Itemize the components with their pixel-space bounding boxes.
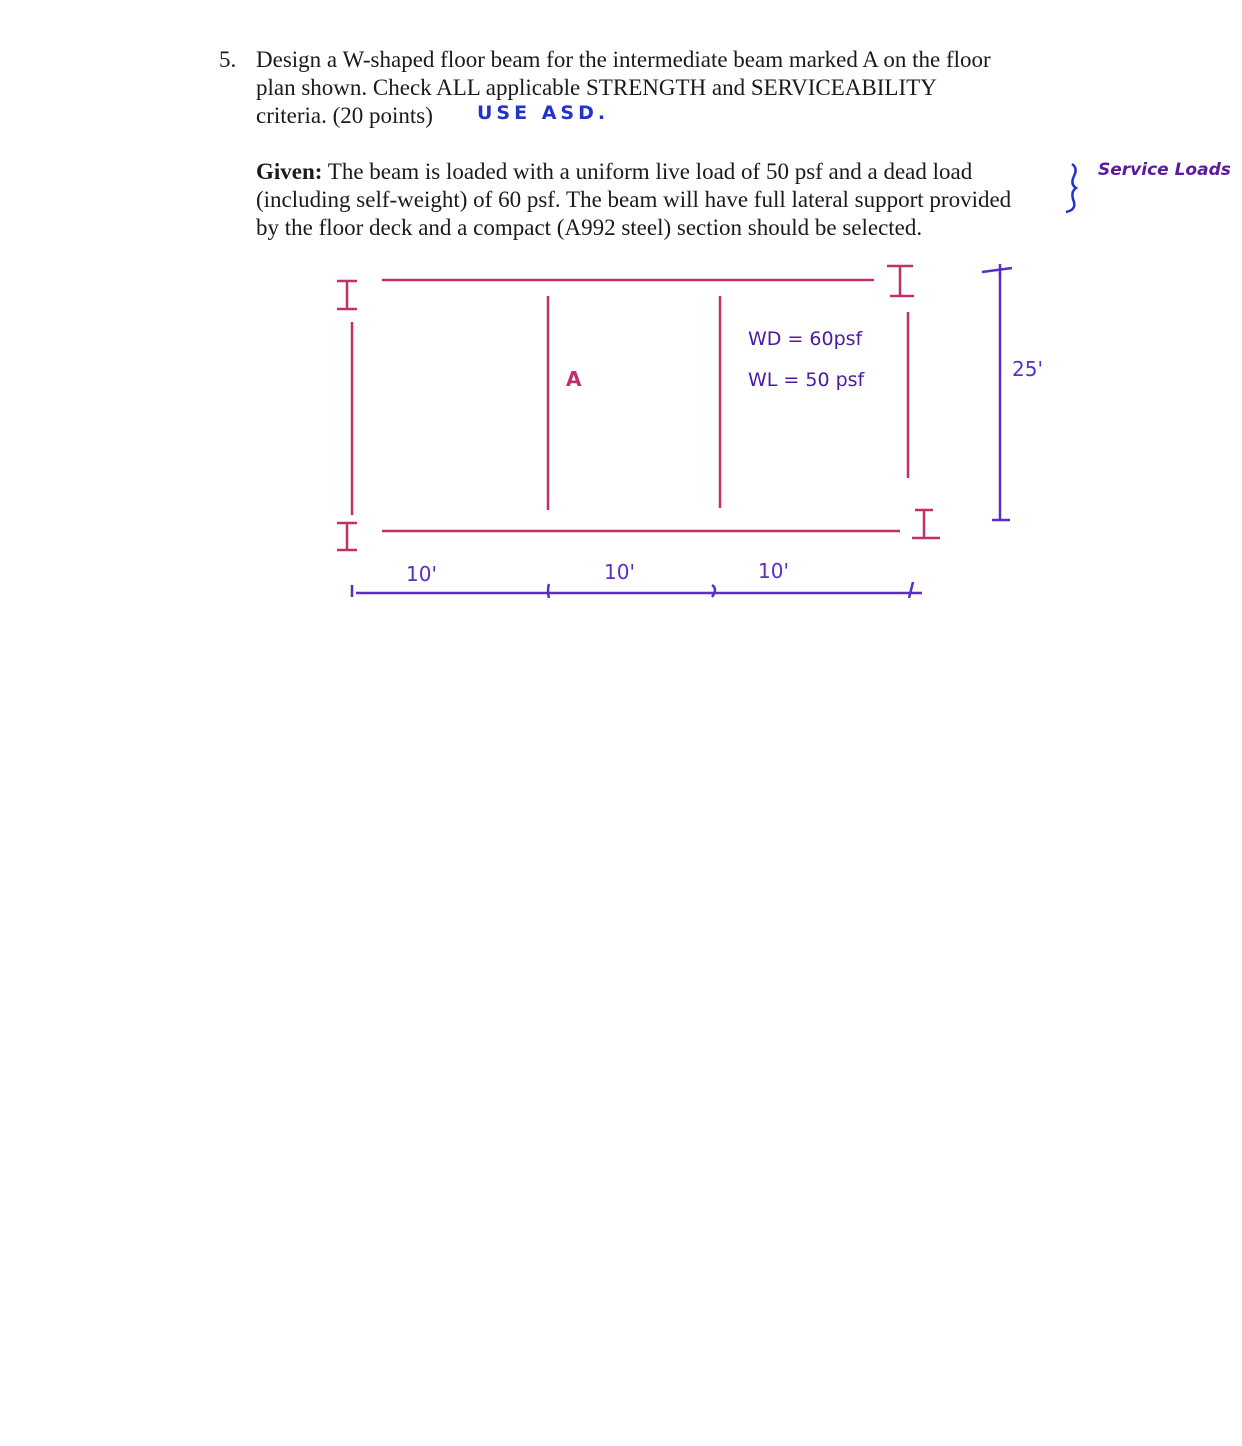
given-line-2: (including self-weight) of 60 psf. The beam will have full lateral support provided — [256, 187, 1012, 212]
given-line-3: by the floor deck and a compact (A992 steel) section should be selected. — [256, 215, 923, 240]
asd-annotation: USE ASD. — [477, 102, 610, 124]
given-label: Given: — [256, 159, 323, 184]
column-bottom-left — [337, 523, 357, 550]
dimension-25ft — [982, 264, 1012, 520]
dimension-25ft-label: 25' — [1012, 357, 1043, 381]
question-number: 5. — [219, 47, 237, 72]
bay-2-label: 10' — [604, 560, 635, 584]
question-line-2: plan shown. Check ALL applicable STRENGTH and SERVICEABILITY — [256, 75, 937, 100]
dead-load-label: WD = 60psf — [748, 328, 863, 350]
beam-a-label: A — [566, 367, 582, 391]
question-line-1: Design a W-shaped floor beam for the intermediate beam marked A on the floor — [256, 47, 991, 72]
column-top-right — [887, 266, 914, 296]
given-line-1 — [256, 158, 1076, 186]
given-line-1-body: The beam is loaded with a uniform live load of 50 psf and a dead load — [322, 159, 973, 184]
question-line-3: criteria. (20 points) — [256, 103, 433, 128]
bay-3-label: 10' — [758, 559, 789, 583]
given-text — [256, 158, 1076, 242]
question-text — [256, 46, 1076, 130]
dimension-bays — [352, 582, 922, 598]
bay-1-label: 10' — [406, 562, 437, 586]
column-top-left — [337, 281, 357, 309]
live-load-label: WL = 50 psf — [748, 369, 865, 391]
service-loads-annotation: Service Loads — [1098, 160, 1231, 180]
column-bottom-right — [912, 510, 940, 538]
